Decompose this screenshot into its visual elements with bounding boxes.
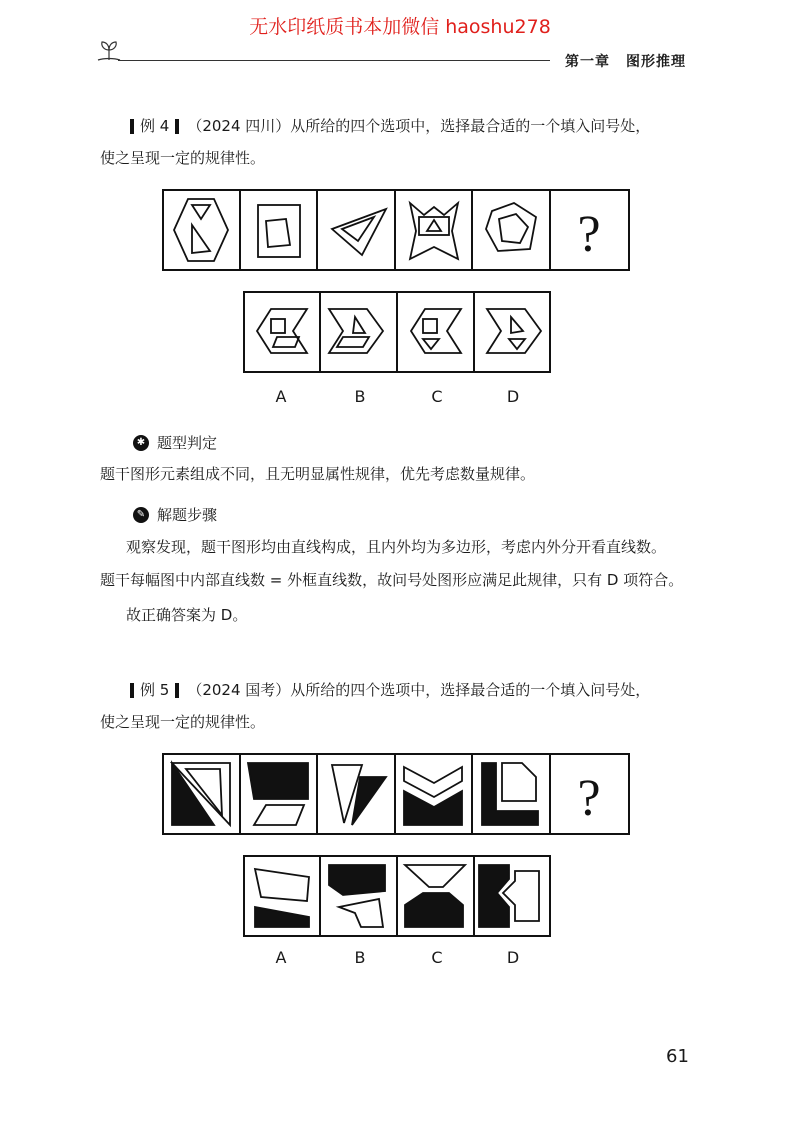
option-label-b: B: [354, 387, 366, 406]
steps-line1: 观察发现，题干图形均由直线构成，且内外均为多边形，考虑内外分开看直线数。: [126, 538, 667, 556]
steps-line2: 题干每幅图中内部直线数 = 外框直线数，故问号处图形应满足此规律，只有 D 项符合。: [100, 571, 684, 589]
watermark-text: 无水印纸质书本加微信 haoshu278: [249, 16, 551, 38]
example4-question-line2: 使之呈现一定的规律性。: [100, 149, 266, 167]
option-5-a[interactable]: [255, 869, 309, 927]
example-bar-icon: [175, 119, 179, 134]
option-label-c: C: [431, 387, 443, 406]
example-bar-icon: [175, 683, 179, 698]
example4-title: [130, 116, 650, 136]
example4-source: （2024 四川）: [187, 117, 291, 135]
answer-text: 故正确答案为 D。: [126, 606, 248, 624]
example5-title: [130, 680, 650, 700]
example5-question-line2: 使之呈现一定的规律性。: [100, 713, 266, 731]
type-section-title: [133, 432, 217, 453]
option-label-d: D: [506, 387, 520, 406]
option-5-d[interactable]: [479, 865, 539, 927]
figure-5-1: [172, 763, 230, 825]
example-bar-icon: [130, 683, 134, 698]
question-mark: ?: [577, 206, 601, 263]
header-rule: [118, 60, 550, 61]
option-label-d: D: [506, 948, 520, 967]
steps-section-title: [133, 504, 217, 525]
example5-question-line1: 从所给的四个选项中，选择最合适的一个填入问号处，: [290, 681, 651, 699]
steps-icon: ✎: [133, 507, 149, 523]
type-title: 题型判定: [157, 434, 218, 452]
example4-label: 例 4: [140, 117, 170, 135]
example5-question-figures: [162, 753, 630, 835]
example4-options: [243, 291, 551, 373]
steps-title: 解题步骤: [157, 506, 218, 524]
question-mark: ?: [577, 770, 601, 827]
option-label-a: A: [275, 948, 287, 967]
example-bar-icon: [130, 119, 134, 134]
example5-label: 例 5: [140, 681, 170, 699]
chapter-label: 第一章: [565, 54, 610, 70]
example4-question-line1: 从所给的四个选项中，选择最合适的一个填入问号处，: [290, 117, 651, 135]
example4-question-figures: [162, 189, 630, 271]
figure-5-5: [482, 763, 538, 825]
type-text: 题干图形元素组成不同，且无明显属性规律，优先考虑数量规律。: [100, 465, 536, 483]
page-number: 61: [666, 1046, 689, 1067]
option-label-c: C: [431, 948, 443, 967]
section-label: 图形推理: [626, 54, 686, 70]
bulb-icon: ✱: [133, 435, 149, 451]
chapter-header: [565, 51, 702, 71]
example5-source: （2024 国考）: [187, 681, 291, 699]
option-label-a: A: [275, 387, 287, 406]
example5-options: [243, 855, 551, 937]
option-label-b: B: [354, 948, 366, 967]
